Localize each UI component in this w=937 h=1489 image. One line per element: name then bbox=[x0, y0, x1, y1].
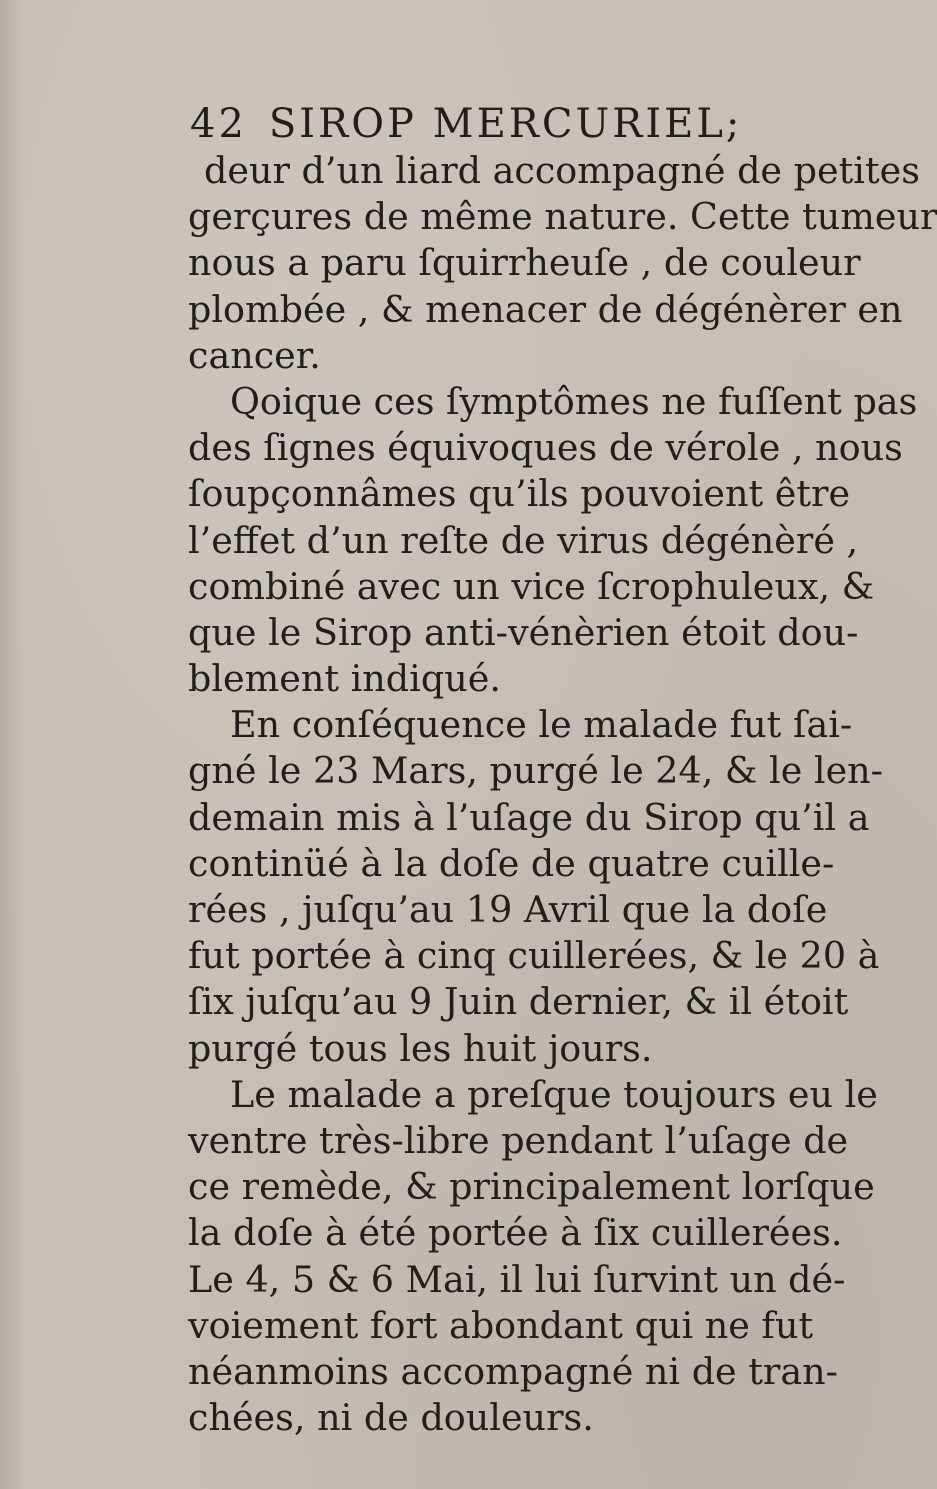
text-line: la doſe à été portée à ſix cuillerées. bbox=[188, 1211, 843, 1255]
text-line: chées, ni de douleurs. bbox=[188, 1396, 594, 1440]
text-line: des ſignes équivoques de vérole , nous bbox=[188, 426, 903, 470]
running-title: SIROP MERCURIEL; bbox=[268, 101, 743, 147]
text-line: nous a paru ſquirrheuſe , de couleur bbox=[188, 241, 861, 285]
text-line: cancer. bbox=[188, 333, 321, 377]
text-line: ce remède, & principalement lorſque bbox=[188, 1165, 875, 1209]
text-line: ſix juſqu’au 9 Juin dernier, & il étoit bbox=[188, 980, 849, 1024]
text-line: Le 4, 5 & 6 Mai, il lui ſurvint un dé- bbox=[188, 1257, 846, 1301]
text-line: ventre très-libre pendant l’uſage de bbox=[188, 1118, 849, 1162]
page-fold-shadow bbox=[0, 0, 24, 1489]
text-line: Qoique ces ſymptômes ne fuſſent pas bbox=[230, 379, 918, 423]
page-header bbox=[190, 100, 742, 148]
text-line: gerçures de même nature. Cette tumeur bbox=[188, 195, 937, 239]
body-text bbox=[188, 148, 937, 1441]
text-line: purgé tous les huit jours. bbox=[188, 1026, 653, 1070]
text-line: continüé à la doſe de quatre cuille- bbox=[188, 841, 835, 885]
text-line: combiné avec un vice ſcrophuleux, & bbox=[188, 564, 875, 608]
text-line: gné le 23 Mars, purgé le 24, & le len- bbox=[188, 749, 884, 793]
text-line: voiement fort abondant qui ne fut bbox=[188, 1303, 814, 1347]
text-line: l’effet d’un reſte de virus dégénèré , bbox=[188, 518, 859, 562]
text-line: fut portée à cinq cuillerées, & le 20 à bbox=[188, 934, 880, 978]
text-line: En conſéquence le malade fut ſai- bbox=[230, 703, 853, 747]
text-line: Le malade a preſque toujours eu le bbox=[230, 1072, 878, 1116]
text-line: que le Sirop anti-vénèrien étoit dou- bbox=[188, 610, 859, 654]
text-line: ſoupçonnâmes qu’ils pouvoient être bbox=[188, 472, 851, 516]
text-line: deur d’un liard accompagné de petites bbox=[204, 149, 920, 192]
page-number: 42 bbox=[190, 101, 247, 147]
text-line: rées , juſqu’au 19 Avril que la doſe bbox=[188, 888, 828, 931]
text-line: plombée , & menacer de dégénèrer en bbox=[188, 287, 903, 331]
text-line: demain mis à l’uſage du Sirop qu’il a bbox=[188, 795, 870, 839]
text-line: blement indiqué. bbox=[188, 657, 501, 701]
text-line: néanmoins accompagné ni de tran- bbox=[188, 1349, 838, 1393]
